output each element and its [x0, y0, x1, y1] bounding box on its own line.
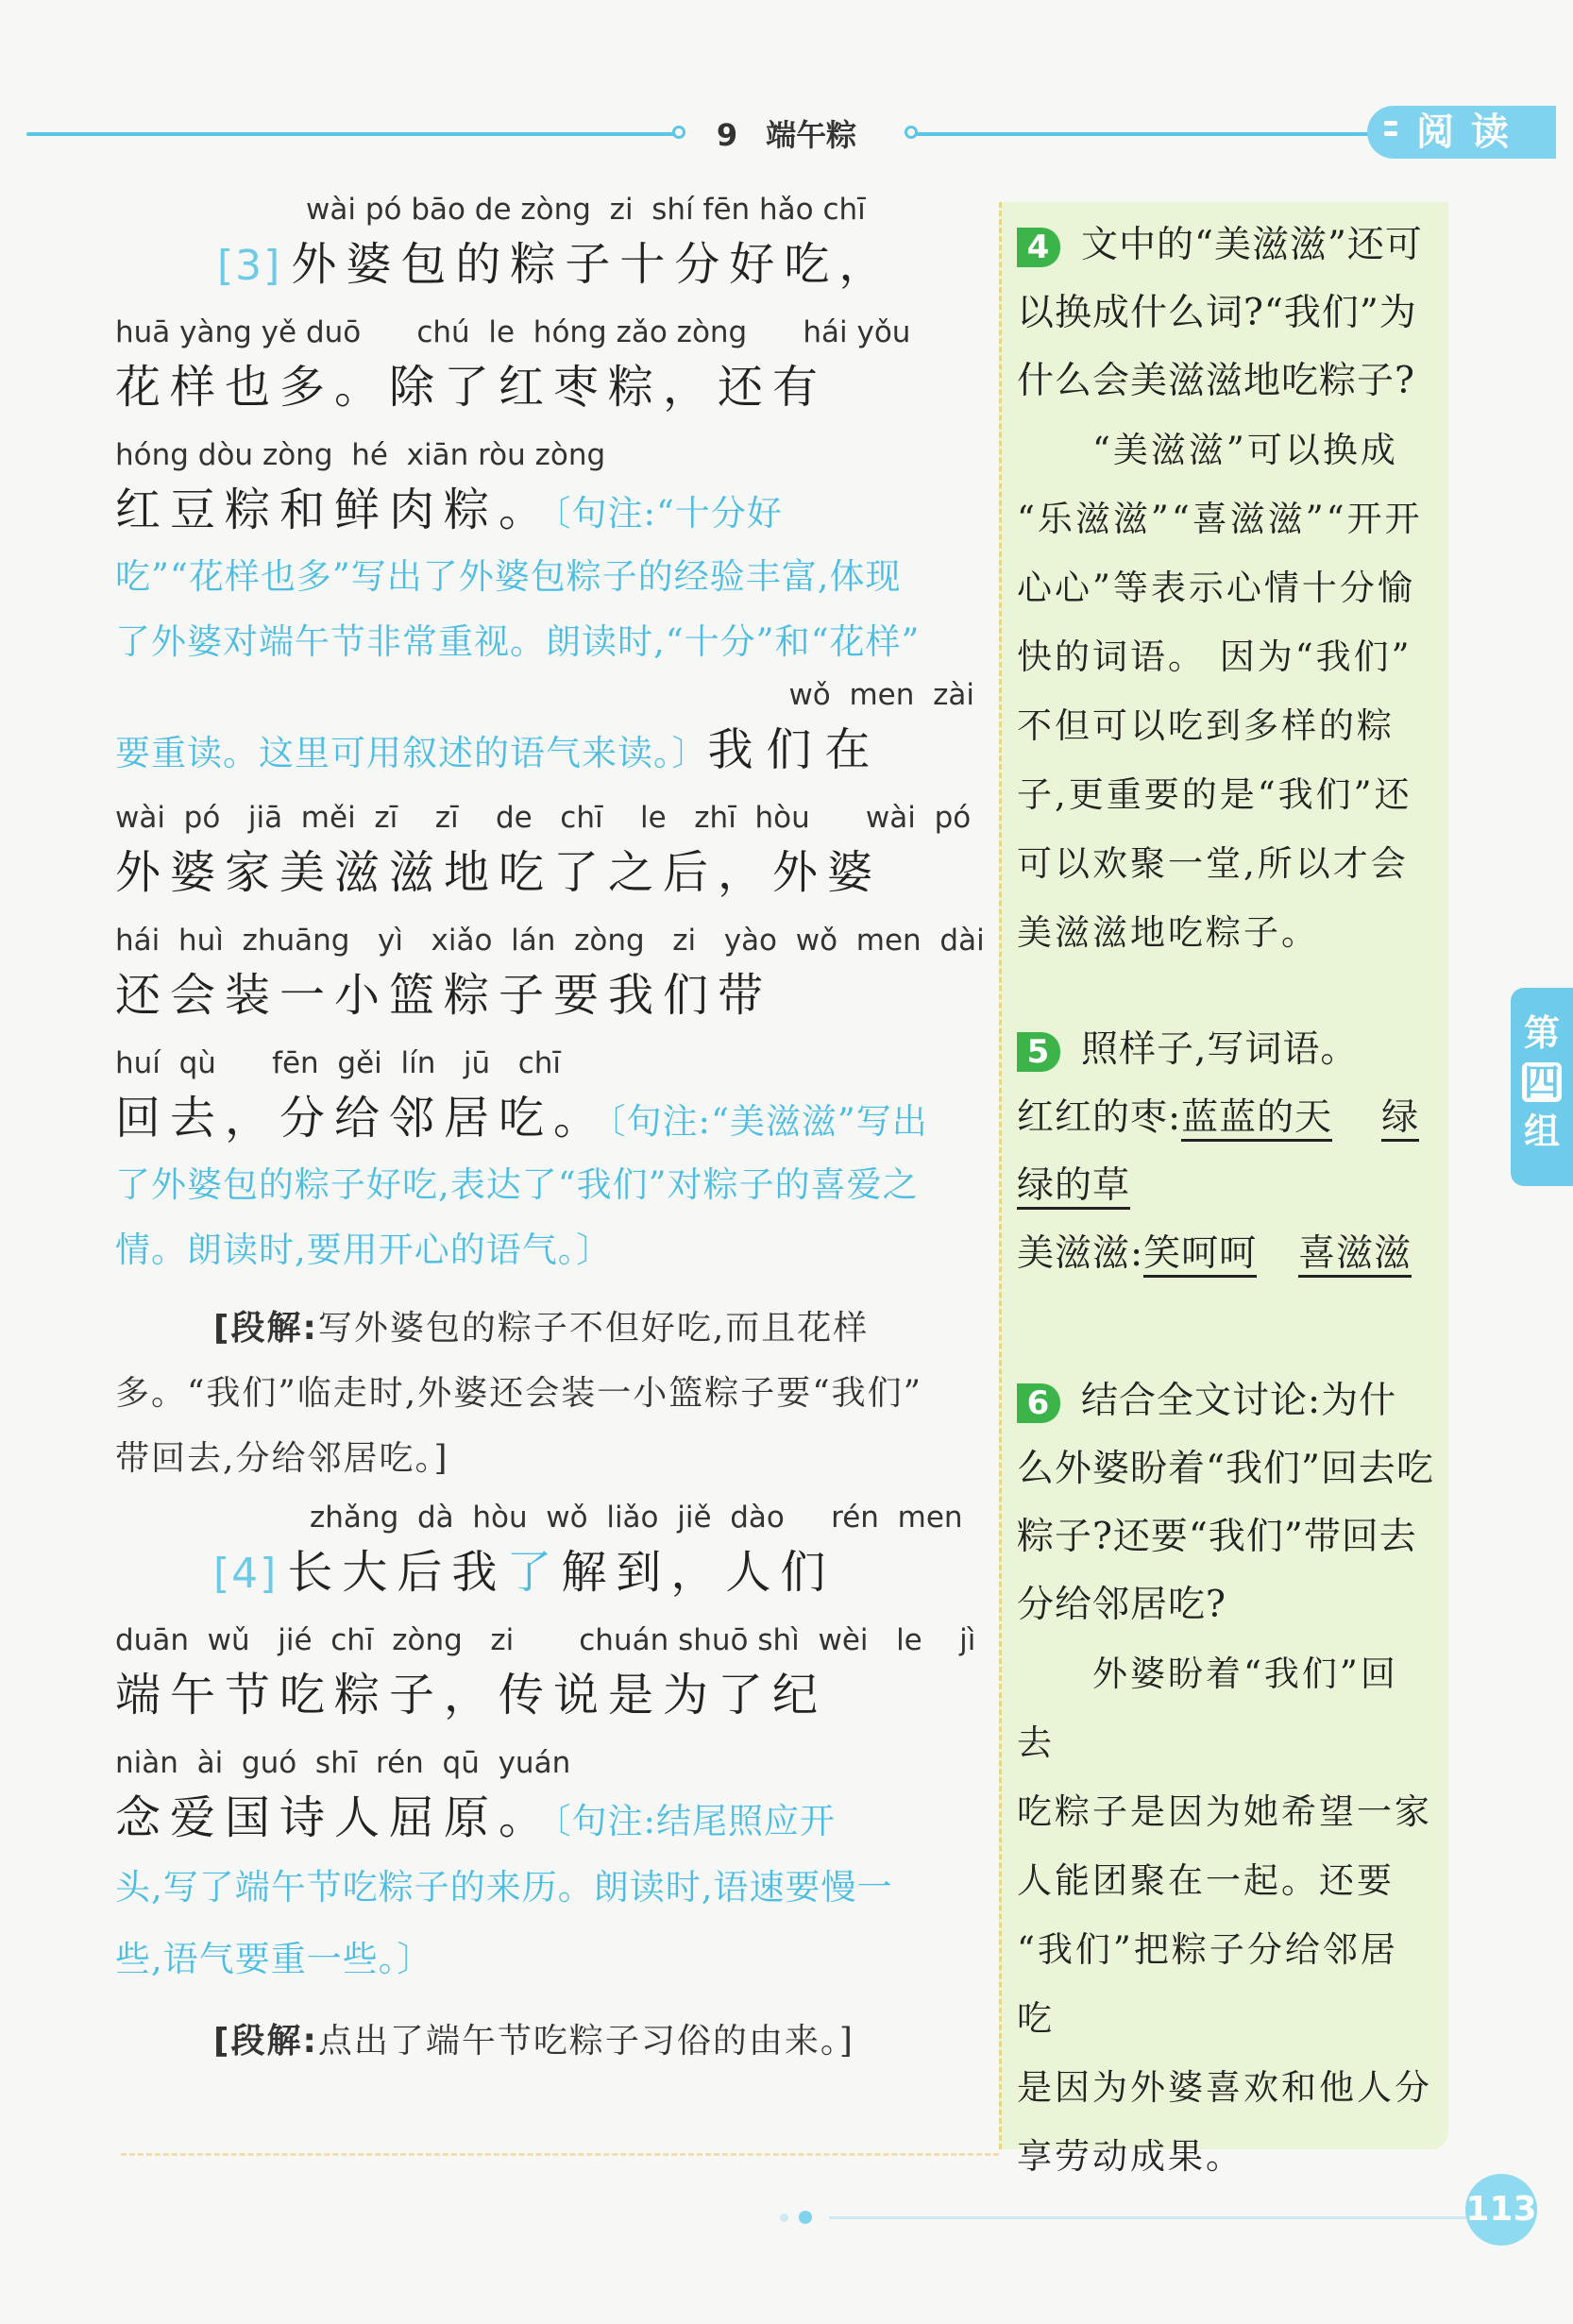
hanzi-line: 端午节吃粽子，传说是为了纪 [115, 1669, 828, 1722]
example-line: 绿的草 [1017, 1152, 1435, 1220]
sentence-note: 要重读。这里可用叙述的语气来读。〕 [115, 733, 708, 773]
sentence-note: 〔句注:“美滋滋”写出 [608, 1101, 928, 1142]
question-line: 什么会美滋滋地吃粽子? [1017, 360, 1415, 402]
p3-line-6 [115, 920, 985, 1029]
passage-column [115, 189, 985, 2074]
pinyin-line: niàn ài guó shī rén qū yuán [115, 1746, 571, 1780]
p3-line-7 [115, 1043, 974, 1152]
question-line: 分给邻居吃? [1017, 1584, 1226, 1626]
answer-line: 可以欢聚一堂,所以才会 [1017, 843, 1409, 884]
page-number: 113 [1465, 2174, 1537, 2246]
question-4: 4 文中的“美滋滋”还可 [1017, 212, 1435, 280]
pinyin-line: duān wǔ jié chī zòng zi chuán shuō shì wèi le jì [115, 1623, 976, 1657]
answer-line: “美滋滋”可以换成 [1092, 430, 1398, 470]
hanzi-line: 回去，分给邻居吃。 [115, 1092, 609, 1145]
answer-line: “乐滋滋”“喜滋滋”“开开 [1017, 499, 1423, 539]
unit-side-tab: 第 四 组 [1511, 988, 1573, 1186]
hanzi-line: 念爱国诗人屈原。 [115, 1791, 554, 1844]
answer-line: 人能团聚在一起。还要 [1017, 1860, 1395, 1901]
sentence-note: 〔句注:结尾照应开 [553, 1801, 836, 1841]
answer-line: 是因为外婆喜欢和他人分 [1017, 2067, 1432, 2108]
paragraph-number: [3] [217, 242, 282, 290]
analysis-label: [段解: [213, 1309, 318, 1348]
pinyin-line: wài pó bāo de zòng zi shí fēn hǎo chī [306, 193, 866, 227]
hanzi-line: 还会装一小篮粽子要我们带 [115, 969, 773, 1022]
p3-line-2 [115, 312, 974, 421]
question-number-badge: 4 [1017, 228, 1060, 267]
reading-tab-label: 阅读 [1416, 110, 1526, 154]
sentence-note-line: 吃”“花样也多”写出了外婆包粽子的经验丰富,体现 [115, 556, 902, 597]
p3-line-5 [115, 797, 974, 907]
list-mark-icon [1384, 121, 1405, 142]
p3-line-4 [115, 674, 974, 784]
question-6: 6 结合全文讨论:为什 [1017, 1367, 1435, 1435]
reading-section-tab [1367, 106, 1556, 159]
sentence-note-line: 了外婆对端午节非常重视。朗读时,“十分”和“花样” [115, 621, 921, 662]
hanzi-line: 外婆包的粽子十分好吃， [291, 238, 894, 291]
lesson-header [0, 111, 1573, 155]
answer-line: 心心”等表示心情十分愉 [1017, 568, 1415, 608]
footer-dot-small [780, 2214, 788, 2222]
question-line: 么外婆盼着“我们”回去吃 [1017, 1448, 1434, 1490]
p3-line-1 [115, 189, 974, 298]
analysis-label: [段解: [213, 2022, 318, 2061]
pinyin-line: hóng dòu zòng hé xiān ròu zòng [115, 438, 606, 472]
answer-line: 吃粽子是因为她希望一家 [1017, 1791, 1432, 1832]
pinyin-line: hái huì zhuāng yì xiǎo lán zòng zi yào wǒ men dài [115, 924, 985, 958]
question-number-badge: 5 [1017, 1032, 1060, 1072]
question-5: 5 照样子,写词语。 [1017, 1016, 1435, 1084]
pinyin-line: huí qù fēn gěi lín jū chī [115, 1046, 562, 1080]
lesson-title: 端午粽 [766, 117, 857, 153]
answer-line: 外婆盼着“我们”回去 [1017, 1654, 1398, 1763]
pinyin-line: huā yàng yě duō chú le hóng zǎo zòng hái yǒu [115, 315, 911, 349]
question-line: 以换成什么词?“我们”为 [1017, 292, 1417, 334]
paragraph-analysis: [段解:点出了端午节吃粽子习俗的由来。] [213, 2022, 854, 2061]
p4-line-1: zhǎng dà hòu wǒ liǎo jiě dào rén men [4] 长大后我了解到，人们 [115, 1497, 974, 1606]
paragraph-number: [4] [213, 1550, 279, 1598]
sentence-note: 〔句注:“十分好 [553, 493, 783, 534]
hanzi-line: 我们在 [707, 723, 884, 776]
hanzi-line: 外婆家美滋滋地吃了之后，外婆 [115, 846, 883, 899]
answer-line: 快的词语。 因为“我们” [1017, 636, 1412, 677]
sentence-note-line: 了外婆包的粽子好吃,表达了“我们”对粽子的喜爱之 [115, 1164, 919, 1205]
pinyin-line: wài pó jiā měi zī zī de chī le zhī hòu wài pó [115, 801, 972, 835]
sentence-note-line: 情。朗读时,要用开心的语气。〕 [115, 1230, 613, 1270]
paragraph-analysis: [段解:写外婆包的粽子不但好吃,而且花样 [213, 1309, 870, 1348]
answer-line: 子,更重要的是“我们”还 [1017, 774, 1412, 815]
pinyin-line: zhǎng dà hòu wǒ liǎo jiě dào rén men [310, 1501, 963, 1535]
p4-line-3 [115, 1742, 974, 1852]
footer-rule [829, 2216, 1467, 2219]
bottom-divider [121, 2153, 999, 2156]
exercise-panel [999, 202, 1448, 2177]
p3-line-3 [115, 434, 974, 544]
sentence-note-line: 头,写了端午节吃粽子的来历。朗读时,语速要慢一 [115, 1867, 893, 1908]
pinyin-line: wǒ men zài [788, 678, 974, 712]
sentence-note-line: 些,语气要重一些。〕 [115, 1939, 433, 1979]
answer-line: 享劳动成果。 [1017, 2136, 1243, 2177]
example-line: 红红的枣:蓝蓝的天 绿 [1017, 1084, 1435, 1152]
question-number-badge: 6 [1017, 1383, 1060, 1423]
answer-line: 不但可以吃到多样的粽 [1017, 705, 1395, 746]
paragraph-analysis-line: 多。“我们”临走时,外婆还会装一小篮粽子要“我们” [115, 1374, 923, 1413]
hanzi-line: 红豆粽和鲜肉粽。 [115, 483, 554, 536]
footer-dot [799, 2211, 812, 2224]
lesson-number: 9 [716, 117, 738, 153]
p4-line-2 [115, 1620, 974, 1729]
question-line: 粽子?还要“我们”带回去 [1017, 1516, 1417, 1558]
hanzi-line: 花样也多。除了红枣粽，还有 [115, 361, 828, 414]
answer-line: 美滋滋地吃粽子。 [1017, 912, 1319, 953]
answer-line: “我们”把粽子分给邻居吃 [1017, 1929, 1398, 2039]
paragraph-analysis-line: 带回去,分给邻居吃。] [115, 1439, 449, 1478]
example-line: 美滋滋:笑呵呵 喜滋滋 [1017, 1220, 1435, 1288]
